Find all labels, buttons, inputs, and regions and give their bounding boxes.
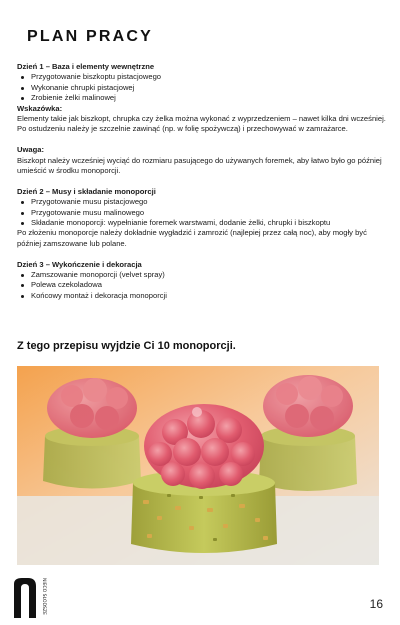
day2-after-text: Po złożeniu monoporcje należy dokładnie wygładzić i zamrozić (najlepiej przez całą noc), aby mogły być później zamszowane lub polane.: [17, 228, 367, 248]
dessert-illustration: [17, 366, 379, 565]
list-item: Przygotowanie biszkoptu pistacjowego: [17, 72, 387, 82]
page-number: 16: [369, 597, 383, 611]
logo-mark-icon: [12, 576, 52, 620]
list-item: Zrobienie żelki malinowej: [17, 93, 387, 103]
svg-text:NIECO SŁODSZE: NIECO SŁODSZE: [41, 578, 46, 615]
list-item: Zamszowanie monoporcji (velvet spray): [17, 270, 387, 280]
tip-text: Elementy takie jak biszkopt, chrupka czy żelka można wykonać z wyprzedzeniem – nawet kilka dni wcześniej. Po ostudzeniu należy je szczelnie zawinąć (np. w folię spożywczą) i przechowywać w zamrażarce.: [17, 114, 386, 134]
list-item: Przygotowanie musu pistacjowego: [17, 197, 387, 207]
tip-label: Wskazówka:: [17, 103, 63, 113]
day2-heading: Dzień 2 – Musy i składanie monoporcji: [17, 186, 156, 196]
work-plan-content: [17, 62, 387, 301]
list-item: Wykonanie chrupki pistacjowej: [17, 83, 387, 93]
list-item: Końcowy montaż i dekoracja monoporcji: [17, 291, 387, 301]
dessert-photo: [17, 366, 379, 565]
page-title: PLAN PRACY: [27, 28, 154, 45]
list-item: Przygotowanie musu malinowego: [17, 208, 387, 218]
yield-summary: Z tego przepisu wyjdzie Ci 10 monoporcji.: [17, 340, 236, 352]
list-item: Składanie monoporcji: wypełnianie foremek warstwami, dodanie żelki, chrupki i biszkoptu: [17, 218, 387, 228]
list-item: Polewa czekoladowa: [17, 280, 387, 290]
note-label: Uwaga:: [17, 145, 45, 155]
day3-heading: Dzień 3 – Wykończenie i dekoracja: [17, 259, 142, 269]
brand-logo: [12, 576, 52, 620]
note-text: Biszkopt należy wcześniej wyciąć do rozmiaru pasującego do używanych foremek, aby łatwo było go później umieścić w środku monoporcji.: [17, 155, 382, 176]
day2-list: [17, 197, 387, 228]
day1-list: [17, 72, 387, 103]
day1-heading: Dzień 1 – Baza i elementy wewnętrzne: [17, 62, 155, 71]
day3-list: [17, 270, 387, 301]
